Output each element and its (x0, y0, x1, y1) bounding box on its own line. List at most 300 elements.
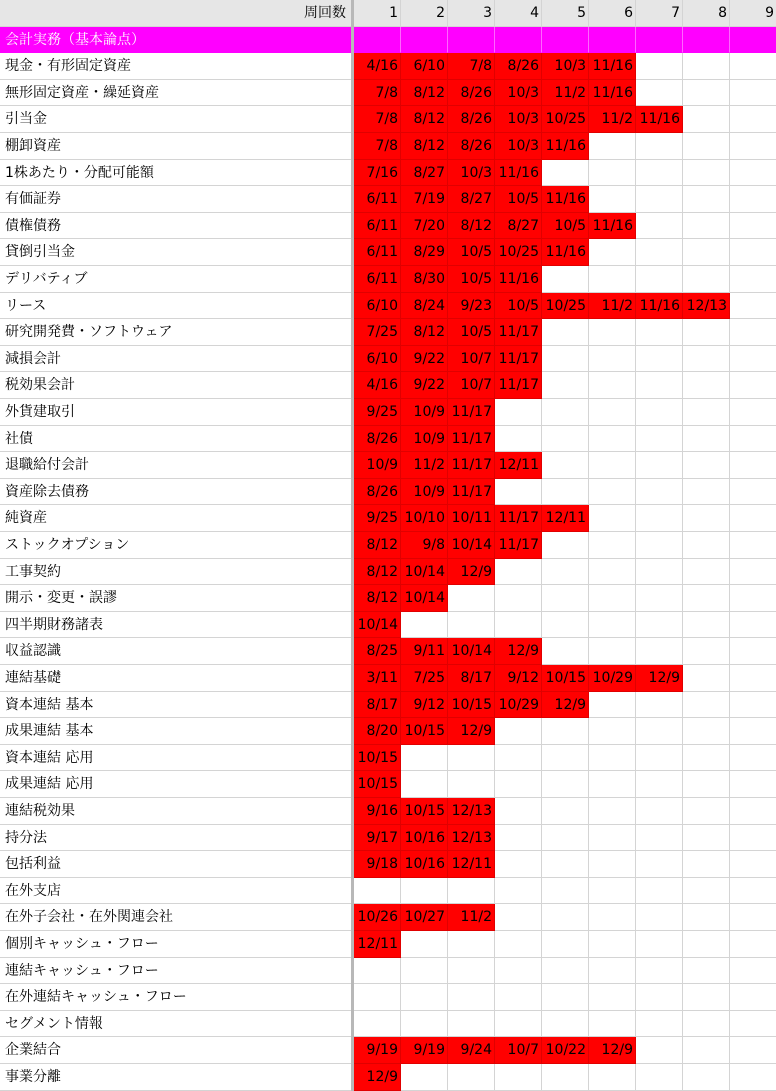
empty-cell[interactable] (401, 745, 448, 772)
category-cell[interactable] (683, 27, 730, 54)
study-date-cell[interactable]: 11/2 (542, 80, 589, 107)
empty-cell[interactable] (542, 346, 589, 373)
study-date-cell[interactable]: 8/30 (401, 266, 448, 293)
study-date-cell[interactable]: 7/8 (448, 53, 495, 80)
empty-cell[interactable] (589, 931, 636, 958)
study-date-cell[interactable]: 8/12 (401, 80, 448, 107)
empty-cell[interactable] (730, 213, 776, 240)
study-date-cell[interactable]: 10/5 (542, 213, 589, 240)
study-date-cell[interactable]: 6/11 (354, 213, 401, 240)
empty-cell[interactable] (636, 1064, 683, 1091)
study-date-cell[interactable]: 10/14 (354, 612, 401, 639)
study-date-cell[interactable]: 6/11 (354, 186, 401, 213)
study-date-cell[interactable]: 9/12 (401, 692, 448, 719)
empty-cell[interactable] (589, 426, 636, 453)
empty-cell[interactable] (683, 399, 730, 426)
study-date-cell[interactable]: 4/16 (354, 53, 401, 80)
study-date-cell[interactable]: 10/29 (495, 692, 542, 719)
empty-cell[interactable] (401, 984, 448, 1011)
empty-cell[interactable] (730, 106, 776, 133)
topic-label[interactable]: 在外子会社・在外関連会社 (0, 904, 351, 931)
empty-cell[interactable] (495, 612, 542, 639)
topic-label[interactable]: 四半期財務諸表 (0, 612, 351, 639)
empty-cell[interactable] (636, 958, 683, 985)
empty-cell[interactable] (589, 984, 636, 1011)
empty-cell[interactable] (683, 585, 730, 612)
empty-cell[interactable] (730, 186, 776, 213)
empty-cell[interactable] (683, 80, 730, 107)
empty-cell[interactable] (401, 612, 448, 639)
empty-cell[interactable] (683, 904, 730, 931)
topic-label[interactable]: 事業分離 (0, 1064, 351, 1091)
study-date-cell[interactable]: 12/11 (448, 851, 495, 878)
study-date-cell[interactable]: 11/17 (448, 399, 495, 426)
study-date-cell[interactable]: 10/5 (495, 293, 542, 320)
study-date-cell[interactable]: 10/22 (542, 1037, 589, 1064)
study-date-cell[interactable]: 7/25 (354, 319, 401, 346)
category-label[interactable]: 会計実務（基本論点） (0, 27, 351, 54)
study-date-cell[interactable]: 8/12 (401, 319, 448, 346)
study-date-cell[interactable]: 12/13 (448, 798, 495, 825)
empty-cell[interactable] (683, 505, 730, 532)
empty-cell[interactable] (542, 1011, 589, 1038)
category-cell[interactable] (589, 27, 636, 54)
study-date-cell[interactable]: 8/26 (495, 53, 542, 80)
study-date-cell[interactable]: 12/9 (354, 1064, 401, 1091)
empty-cell[interactable] (448, 931, 495, 958)
empty-cell[interactable] (636, 80, 683, 107)
study-date-cell[interactable]: 11/16 (495, 266, 542, 293)
category-cell[interactable] (636, 27, 683, 54)
empty-cell[interactable] (542, 319, 589, 346)
study-date-cell[interactable]: 10/7 (448, 346, 495, 373)
empty-cell[interactable] (683, 931, 730, 958)
study-date-cell[interactable]: 10/3 (495, 106, 542, 133)
study-date-cell[interactable]: 10/25 (542, 293, 589, 320)
empty-cell[interactable] (636, 1011, 683, 1038)
empty-cell[interactable] (636, 213, 683, 240)
topic-label[interactable]: リース (0, 293, 351, 320)
study-date-cell[interactable]: 10/14 (448, 638, 495, 665)
study-date-cell[interactable]: 6/10 (354, 346, 401, 373)
empty-cell[interactable] (636, 53, 683, 80)
empty-cell[interactable] (589, 372, 636, 399)
empty-cell[interactable] (589, 346, 636, 373)
empty-cell[interactable] (636, 319, 683, 346)
empty-cell[interactable] (495, 1011, 542, 1038)
empty-cell[interactable] (589, 160, 636, 187)
empty-cell[interactable] (636, 372, 683, 399)
empty-cell[interactable] (495, 931, 542, 958)
empty-cell[interactable] (683, 479, 730, 506)
empty-cell[interactable] (636, 559, 683, 586)
empty-cell[interactable] (542, 266, 589, 293)
empty-cell[interactable] (683, 186, 730, 213)
topic-label[interactable]: 債権債務 (0, 213, 351, 240)
empty-cell[interactable] (542, 798, 589, 825)
study-date-cell[interactable]: 9/8 (401, 532, 448, 559)
topic-label[interactable]: 引当金 (0, 106, 351, 133)
empty-cell[interactable] (495, 904, 542, 931)
empty-cell[interactable] (589, 559, 636, 586)
empty-cell[interactable] (495, 798, 542, 825)
empty-cell[interactable] (448, 1011, 495, 1038)
study-date-cell[interactable]: 10/27 (401, 904, 448, 931)
empty-cell[interactable] (542, 612, 589, 639)
study-date-cell[interactable]: 7/8 (354, 80, 401, 107)
column-header[interactable]: 5 (542, 0, 589, 27)
topic-label[interactable]: 連結キャッシュ・フロー (0, 958, 351, 985)
empty-cell[interactable] (542, 718, 589, 745)
study-date-cell[interactable]: 10/25 (542, 106, 589, 133)
empty-cell[interactable] (589, 904, 636, 931)
empty-cell[interactable] (636, 745, 683, 772)
empty-cell[interactable] (495, 1064, 542, 1091)
empty-cell[interactable] (636, 1037, 683, 1064)
study-date-cell[interactable]: 8/20 (354, 718, 401, 745)
study-date-cell[interactable]: 10/14 (448, 532, 495, 559)
study-date-cell[interactable]: 10/9 (401, 426, 448, 453)
empty-cell[interactable] (730, 984, 776, 1011)
study-date-cell[interactable]: 11/17 (495, 346, 542, 373)
empty-cell[interactable] (448, 878, 495, 905)
empty-cell[interactable] (730, 1011, 776, 1038)
topic-label[interactable]: 在外連結キャッシュ・フロー (0, 984, 351, 1011)
study-date-cell[interactable]: 11/16 (495, 160, 542, 187)
study-date-cell[interactable]: 10/15 (401, 718, 448, 745)
study-date-cell[interactable]: 10/5 (448, 239, 495, 266)
study-date-cell[interactable]: 8/12 (448, 213, 495, 240)
empty-cell[interactable] (636, 505, 683, 532)
topic-label[interactable]: 外貨建取引 (0, 399, 351, 426)
empty-cell[interactable] (683, 638, 730, 665)
empty-cell[interactable] (354, 984, 401, 1011)
study-date-cell[interactable]: 9/19 (354, 1037, 401, 1064)
empty-cell[interactable] (495, 745, 542, 772)
topic-label[interactable]: 在外支店 (0, 878, 351, 905)
study-date-cell[interactable]: 11/16 (636, 106, 683, 133)
study-date-cell[interactable]: 9/23 (448, 293, 495, 320)
empty-cell[interactable] (730, 931, 776, 958)
empty-cell[interactable] (354, 1011, 401, 1038)
empty-cell[interactable] (495, 399, 542, 426)
empty-cell[interactable] (589, 825, 636, 852)
column-header[interactable]: 3 (448, 0, 495, 27)
study-date-cell[interactable]: 10/7 (448, 372, 495, 399)
study-date-cell[interactable]: 4/16 (354, 372, 401, 399)
study-date-cell[interactable]: 8/12 (401, 106, 448, 133)
empty-cell[interactable] (542, 904, 589, 931)
empty-cell[interactable] (683, 958, 730, 985)
empty-cell[interactable] (683, 1064, 730, 1091)
study-date-cell[interactable]: 10/14 (401, 559, 448, 586)
empty-cell[interactable] (730, 505, 776, 532)
study-date-cell[interactable]: 9/25 (354, 399, 401, 426)
study-date-cell[interactable]: 11/17 (495, 319, 542, 346)
empty-cell[interactable] (542, 426, 589, 453)
empty-cell[interactable] (683, 984, 730, 1011)
study-date-cell[interactable]: 9/12 (495, 665, 542, 692)
column-header[interactable]: 2 (401, 0, 448, 27)
empty-cell[interactable] (683, 1037, 730, 1064)
empty-cell[interactable] (636, 532, 683, 559)
empty-cell[interactable] (636, 160, 683, 187)
study-date-cell[interactable]: 12/9 (636, 665, 683, 692)
study-date-cell[interactable]: 7/20 (401, 213, 448, 240)
study-date-cell[interactable]: 8/29 (401, 239, 448, 266)
empty-cell[interactable] (589, 186, 636, 213)
empty-cell[interactable] (589, 638, 636, 665)
study-date-cell[interactable]: 11/17 (495, 532, 542, 559)
empty-cell[interactable] (683, 825, 730, 852)
empty-cell[interactable] (683, 718, 730, 745)
empty-cell[interactable] (495, 479, 542, 506)
empty-cell[interactable] (589, 771, 636, 798)
category-cell[interactable] (495, 27, 542, 54)
empty-cell[interactable] (542, 851, 589, 878)
empty-cell[interactable] (730, 426, 776, 453)
study-date-cell[interactable]: 8/12 (354, 559, 401, 586)
study-date-cell[interactable]: 8/26 (448, 80, 495, 107)
study-date-cell[interactable]: 10/25 (495, 239, 542, 266)
empty-cell[interactable] (683, 239, 730, 266)
empty-cell[interactable] (542, 532, 589, 559)
topic-label[interactable]: デリバティブ (0, 266, 351, 293)
study-date-cell[interactable]: 3/11 (354, 665, 401, 692)
study-date-cell[interactable]: 10/5 (448, 266, 495, 293)
empty-cell[interactable] (730, 559, 776, 586)
empty-cell[interactable] (730, 266, 776, 293)
empty-cell[interactable] (683, 798, 730, 825)
empty-cell[interactable] (448, 771, 495, 798)
study-date-cell[interactable]: 8/25 (354, 638, 401, 665)
topic-label[interactable]: 連結税効果 (0, 798, 351, 825)
topic-label[interactable]: 資産除去債務 (0, 479, 351, 506)
empty-cell[interactable] (683, 692, 730, 719)
empty-cell[interactable] (730, 851, 776, 878)
empty-cell[interactable] (683, 160, 730, 187)
empty-cell[interactable] (636, 133, 683, 160)
study-date-cell[interactable]: 8/26 (448, 133, 495, 160)
empty-cell[interactable] (589, 692, 636, 719)
empty-cell[interactable] (683, 878, 730, 905)
empty-cell[interactable] (730, 133, 776, 160)
empty-cell[interactable] (589, 851, 636, 878)
empty-cell[interactable] (683, 559, 730, 586)
study-date-cell[interactable]: 12/11 (542, 505, 589, 532)
study-date-cell[interactable]: 8/17 (448, 665, 495, 692)
empty-cell[interactable] (683, 851, 730, 878)
study-date-cell[interactable]: 10/5 (448, 319, 495, 346)
study-date-cell[interactable]: 10/9 (354, 452, 401, 479)
study-date-cell[interactable]: 12/9 (495, 638, 542, 665)
empty-cell[interactable] (730, 745, 776, 772)
empty-cell[interactable] (448, 745, 495, 772)
study-date-cell[interactable]: 11/16 (542, 239, 589, 266)
empty-cell[interactable] (495, 825, 542, 852)
topic-label[interactable]: 個別キャッシュ・フロー (0, 931, 351, 958)
study-date-cell[interactable]: 12/11 (495, 452, 542, 479)
study-date-cell[interactable]: 11/2 (401, 452, 448, 479)
empty-cell[interactable] (636, 266, 683, 293)
study-date-cell[interactable]: 10/9 (401, 399, 448, 426)
study-date-cell[interactable]: 12/9 (448, 718, 495, 745)
study-date-cell[interactable]: 7/16 (354, 160, 401, 187)
empty-cell[interactable] (683, 426, 730, 453)
column-header[interactable]: 1 (354, 0, 401, 27)
study-date-cell[interactable]: 6/10 (401, 53, 448, 80)
topic-label[interactable]: 税効果会計 (0, 372, 351, 399)
study-date-cell[interactable]: 8/27 (448, 186, 495, 213)
column-header[interactable]: 7 (636, 0, 683, 27)
study-date-cell[interactable]: 8/24 (401, 293, 448, 320)
study-date-cell[interactable]: 11/17 (448, 426, 495, 453)
study-date-cell[interactable]: 8/12 (401, 133, 448, 160)
empty-cell[interactable] (589, 239, 636, 266)
empty-cell[interactable] (542, 1064, 589, 1091)
topic-label[interactable]: 研究開発費・ソフトウェア (0, 319, 351, 346)
empty-cell[interactable] (589, 798, 636, 825)
study-date-cell[interactable]: 12/13 (683, 293, 730, 320)
study-date-cell[interactable]: 9/25 (354, 505, 401, 532)
topic-label[interactable]: 純資産 (0, 505, 351, 532)
study-date-cell[interactable]: 10/14 (401, 585, 448, 612)
empty-cell[interactable] (542, 399, 589, 426)
study-date-cell[interactable]: 10/7 (495, 1037, 542, 1064)
study-date-cell[interactable]: 11/16 (589, 80, 636, 107)
study-date-cell[interactable]: 10/9 (401, 479, 448, 506)
empty-cell[interactable] (683, 106, 730, 133)
empty-cell[interactable] (401, 958, 448, 985)
empty-cell[interactable] (636, 585, 683, 612)
study-date-cell[interactable]: 11/17 (495, 372, 542, 399)
study-date-cell[interactable]: 10/16 (401, 825, 448, 852)
study-date-cell[interactable]: 11/16 (636, 293, 683, 320)
category-cell[interactable] (542, 27, 589, 54)
empty-cell[interactable] (542, 452, 589, 479)
study-date-cell[interactable]: 12/9 (589, 1037, 636, 1064)
study-date-cell[interactable]: 10/15 (448, 692, 495, 719)
study-date-cell[interactable]: 9/11 (401, 638, 448, 665)
topic-label[interactable]: 企業結合 (0, 1037, 351, 1064)
empty-cell[interactable] (730, 958, 776, 985)
empty-cell[interactable] (730, 532, 776, 559)
empty-cell[interactable] (636, 399, 683, 426)
empty-cell[interactable] (730, 798, 776, 825)
empty-cell[interactable] (495, 984, 542, 1011)
topic-label[interactable]: 成果連結 応用 (0, 771, 351, 798)
empty-cell[interactable] (495, 851, 542, 878)
study-date-cell[interactable]: 11/17 (448, 479, 495, 506)
empty-cell[interactable] (683, 53, 730, 80)
study-date-cell[interactable]: 12/11 (354, 931, 401, 958)
empty-cell[interactable] (542, 825, 589, 852)
empty-cell[interactable] (636, 851, 683, 878)
study-date-cell[interactable]: 10/15 (354, 745, 401, 772)
empty-cell[interactable] (730, 80, 776, 107)
empty-cell[interactable] (636, 612, 683, 639)
column-header[interactable]: 6 (589, 0, 636, 27)
empty-cell[interactable] (636, 825, 683, 852)
study-date-cell[interactable]: 12/13 (448, 825, 495, 852)
empty-cell[interactable] (636, 239, 683, 266)
empty-cell[interactable] (636, 346, 683, 373)
category-cell[interactable] (730, 27, 776, 54)
empty-cell[interactable] (448, 984, 495, 1011)
empty-cell[interactable] (683, 612, 730, 639)
empty-cell[interactable] (683, 771, 730, 798)
empty-cell[interactable] (730, 319, 776, 346)
study-date-cell[interactable]: 8/26 (354, 479, 401, 506)
study-date-cell[interactable]: 11/16 (589, 213, 636, 240)
empty-cell[interactable] (589, 266, 636, 293)
empty-cell[interactable] (401, 878, 448, 905)
empty-cell[interactable] (589, 585, 636, 612)
empty-cell[interactable] (636, 878, 683, 905)
study-date-cell[interactable]: 10/3 (542, 53, 589, 80)
empty-cell[interactable] (683, 532, 730, 559)
topic-label[interactable]: 現金・有形固定資産 (0, 53, 351, 80)
empty-cell[interactable] (730, 479, 776, 506)
topic-label[interactable]: 無形固定資産・繰延資産 (0, 80, 351, 107)
topic-label[interactable]: 資本連結 基本 (0, 692, 351, 719)
study-date-cell[interactable]: 11/16 (542, 133, 589, 160)
study-date-cell[interactable]: 10/5 (495, 186, 542, 213)
study-date-cell[interactable]: 7/8 (354, 133, 401, 160)
empty-cell[interactable] (589, 878, 636, 905)
empty-cell[interactable] (589, 745, 636, 772)
empty-cell[interactable] (495, 718, 542, 745)
topic-label[interactable]: ストックオプション (0, 532, 351, 559)
empty-cell[interactable] (636, 426, 683, 453)
empty-cell[interactable] (730, 612, 776, 639)
study-date-cell[interactable]: 8/12 (354, 585, 401, 612)
study-date-cell[interactable]: 10/15 (542, 665, 589, 692)
topic-label[interactable]: 減損会計 (0, 346, 351, 373)
study-date-cell[interactable]: 9/16 (354, 798, 401, 825)
category-cell[interactable] (448, 27, 495, 54)
study-date-cell[interactable]: 10/26 (354, 904, 401, 931)
empty-cell[interactable] (542, 878, 589, 905)
empty-cell[interactable] (730, 346, 776, 373)
study-date-cell[interactable]: 8/26 (354, 426, 401, 453)
empty-cell[interactable] (683, 266, 730, 293)
empty-cell[interactable] (448, 585, 495, 612)
study-date-cell[interactable]: 7/8 (354, 106, 401, 133)
empty-cell[interactable] (542, 160, 589, 187)
empty-cell[interactable] (730, 718, 776, 745)
empty-cell[interactable] (730, 53, 776, 80)
empty-cell[interactable] (683, 452, 730, 479)
empty-cell[interactable] (354, 878, 401, 905)
empty-cell[interactable] (636, 692, 683, 719)
empty-cell[interactable] (730, 692, 776, 719)
empty-cell[interactable] (542, 958, 589, 985)
empty-cell[interactable] (636, 718, 683, 745)
study-date-cell[interactable]: 9/22 (401, 346, 448, 373)
topic-label[interactable]: 成果連結 基本 (0, 718, 351, 745)
empty-cell[interactable] (589, 319, 636, 346)
study-date-cell[interactable]: 8/26 (448, 106, 495, 133)
empty-cell[interactable] (636, 904, 683, 931)
empty-cell[interactable] (448, 612, 495, 639)
empty-cell[interactable] (636, 452, 683, 479)
empty-cell[interactable] (542, 372, 589, 399)
study-date-cell[interactable]: 8/17 (354, 692, 401, 719)
empty-cell[interactable] (542, 585, 589, 612)
empty-cell[interactable] (448, 1064, 495, 1091)
empty-cell[interactable] (636, 931, 683, 958)
